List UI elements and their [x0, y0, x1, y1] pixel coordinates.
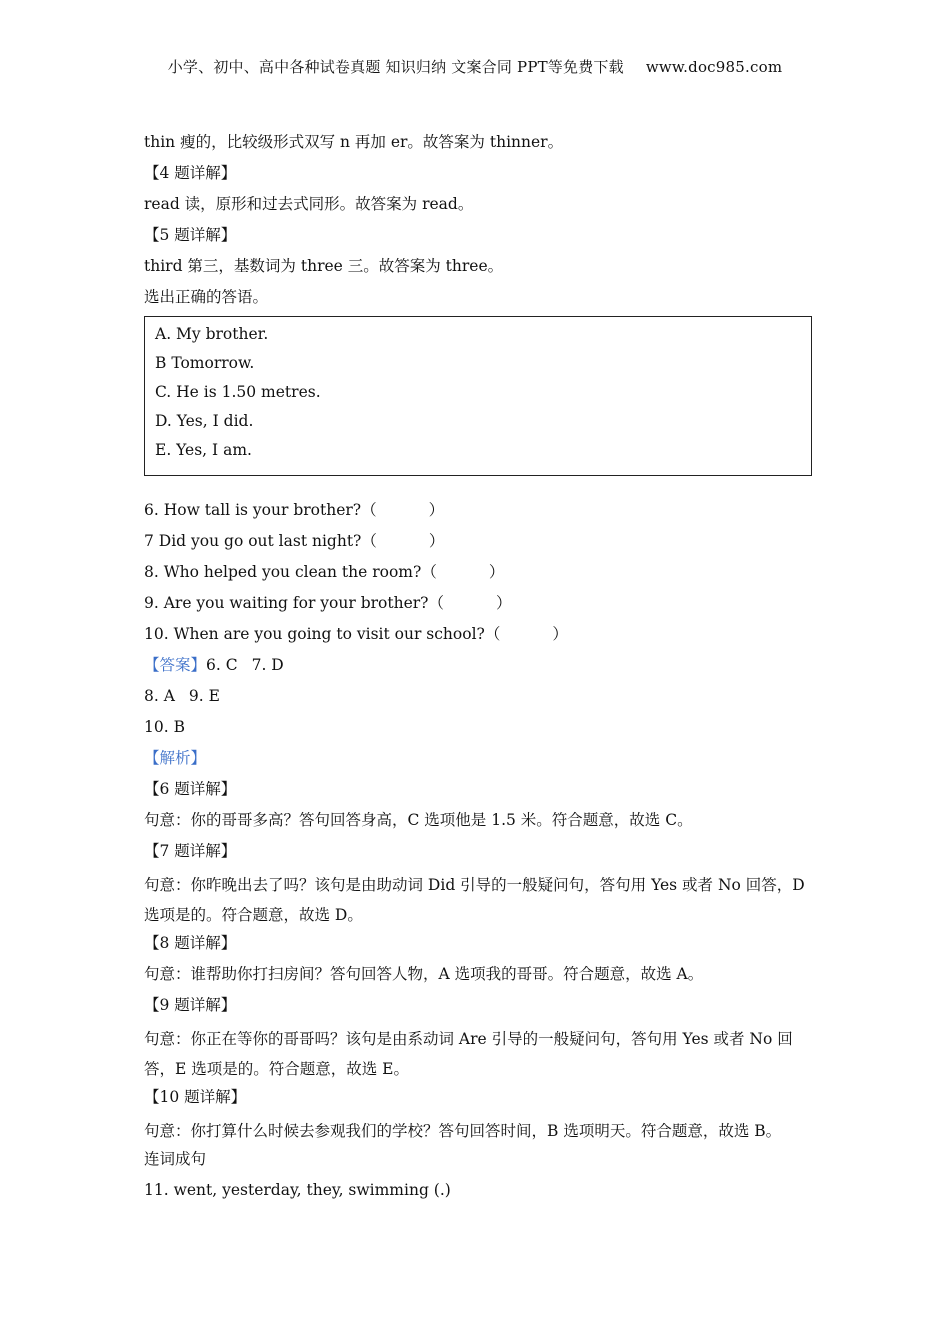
question-6-close: ） [428, 501, 445, 519]
answer-line-3 [144, 715, 814, 746]
question-6-open: （ [361, 501, 377, 519]
q6-explanation: 句意：你的哥哥多高？答句回答身高，C 选项他是 1.5 米。符合题意，故选 C。 [144, 811, 693, 829]
answer-9: 9. E [188, 687, 220, 705]
q10-explanation: 句意：你打算什么时候去参观我们的学校？答句回答时间，B 选项明天。符合题意，故选 B。 [144, 1122, 782, 1140]
question-9-close: ） [496, 594, 512, 612]
question-9 [144, 591, 814, 622]
answer-6: 6. C [206, 656, 238, 674]
option-b: B Tomorrow. [155, 354, 255, 372]
question-8-close: ） [488, 563, 505, 581]
document-body [144, 130, 814, 1209]
question-10 [144, 622, 814, 653]
q8-explanation: 句意：谁帮助你打扫房间？答句回答人物，A 选项我的哥哥。符合题意，故选 A。 [144, 965, 704, 983]
question-8-open: （ [421, 563, 437, 581]
answer-8: 8. A [144, 687, 175, 705]
option-a: A. My brother. [155, 325, 269, 343]
answer-label: 【答案】 [144, 656, 207, 674]
answer-10: 10. B [144, 718, 185, 736]
question-6 [144, 498, 814, 529]
option-c: C. He is 1.50 metres. [155, 383, 321, 401]
q5-explanation: third 第三，基数词为 three 三。故答案为 three。 [144, 257, 504, 275]
option-d: D. Yes, I did. [155, 412, 254, 430]
q9-explanation: 句意：你正在等你的哥哥吗？该句是由系动词 Are 引导的一般疑问句，答句用 Yes 或者 No 回答，E 选项是的。符合题意，故选 E。 [144, 1030, 793, 1078]
section-title-choose-answer: 选出正确的答语。 [144, 288, 269, 306]
q8-heading: 【8 题详解】 [144, 934, 237, 952]
question-9-open: （ [428, 594, 444, 612]
options-box [144, 316, 812, 476]
question-10-text: 10. When are you going to visit our school? [144, 625, 485, 643]
q4-heading: 【4 题详解】 [144, 164, 237, 182]
question-7-text: 7 Did you go out last night? [144, 532, 362, 550]
analysis-label: 【解析】 [144, 749, 207, 767]
answer-line-2 [144, 684, 814, 715]
answer-line-1 [144, 653, 814, 684]
header-site-link[interactable]: www.doc985.com [645, 58, 783, 76]
q4-explanation: read 读，原形和过去式同形。故答案为 read。 [144, 195, 474, 213]
question-9-text: 9. Are you waiting for your brother? [144, 594, 429, 612]
question-10-open: （ [484, 625, 501, 643]
q7-explanation: 句意：你昨晚出去了吗？该句是由助动词 Did 引导的一般疑问句，答句用 Yes 或者 No 回答，D 选项是的。符合题意，故选 D。 [144, 876, 805, 924]
question-6-text: 6. How tall is your brother? [144, 501, 362, 519]
question-10-close: ） [552, 625, 568, 643]
question-7-close: ） [428, 532, 445, 550]
header-text: 小学、初中、高中各种试卷真题 知识归纳 文案合同 PPT等免费下载 [167, 58, 624, 76]
question-8-text: 8. Who helped you clean the room? [144, 563, 422, 581]
question-7-open: （ [361, 532, 377, 550]
option-e: E. Yes, I am. [155, 441, 252, 459]
q9-heading: 【9 题详解】 [144, 996, 237, 1014]
question-7 [144, 529, 814, 560]
section-title-connect-words: 连词成句 [144, 1150, 207, 1168]
question-11: 11. went, yesterday, they, swimming (.) [144, 1181, 451, 1199]
page-header [0, 56, 950, 77]
q5-heading: 【5 题详解】 [144, 226, 237, 244]
q6-heading: 【6 题详解】 [144, 780, 237, 798]
answer-7: 7. D [251, 656, 284, 674]
q10-heading: 【10 题详解】 [144, 1088, 247, 1106]
q7-heading: 【7 题详解】 [144, 842, 237, 860]
question-8 [144, 560, 814, 591]
q3-explanation: thin 瘦的，比较级形式双写 n 再加 er。故答案为 thinner。 [144, 133, 564, 151]
